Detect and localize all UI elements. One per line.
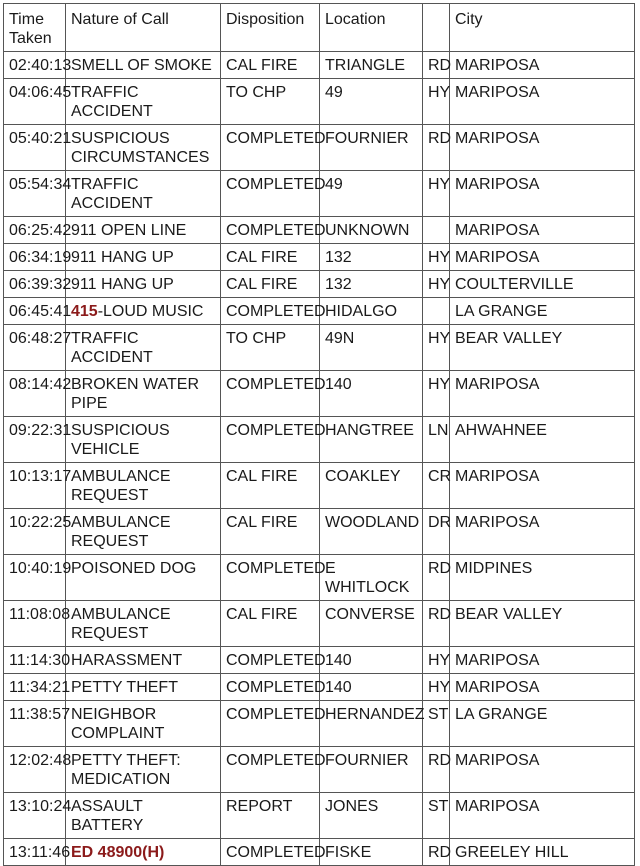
table-row (4, 417, 635, 463)
table-row (4, 701, 635, 747)
location-cell: COAKLEY (320, 463, 423, 509)
city-cell: MARIPOSA (450, 125, 635, 171)
nature-cell (66, 271, 221, 298)
time-cell: 06:25:42 (4, 217, 66, 244)
city-cell: AHWAHNEE (450, 417, 635, 463)
city-cell: MARIPOSA (450, 371, 635, 417)
city-cell: MARIPOSA (450, 244, 635, 271)
table-row (4, 217, 635, 244)
location-cell: HANGTREE (320, 417, 423, 463)
header-row (4, 4, 635, 52)
city-cell: MARIPOSA (450, 52, 635, 79)
suffix-cell: ST (423, 701, 450, 747)
table-row (4, 555, 635, 601)
city-cell: MIDPINES (450, 555, 635, 601)
table-row (4, 52, 635, 79)
suffix-cell: HY (423, 325, 450, 371)
time-cell: 11:34:21 (4, 674, 66, 701)
nature-text: AMBULANCE REQUEST (71, 468, 171, 504)
location-cell: 140 (320, 674, 423, 701)
nature-cell (66, 79, 221, 125)
table-row (4, 747, 635, 793)
time-cell: 04:06:45 (4, 79, 66, 125)
disposition-cell: TO CHP (221, 79, 320, 125)
time-cell: 10:22:25 (4, 509, 66, 555)
disposition-cell: COMPLETED (221, 125, 320, 171)
table-row (4, 125, 635, 171)
suffix-cell: HY (423, 647, 450, 674)
location-cell: WOODLAND (320, 509, 423, 555)
nature-cell (66, 298, 221, 325)
time-cell: 06:34:19 (4, 244, 66, 271)
table-row (4, 271, 635, 298)
suffix-cell: HY (423, 171, 450, 217)
location-cell: FISKE (320, 839, 423, 866)
suffix-cell: HY (423, 79, 450, 125)
disposition-cell: COMPLETED (221, 171, 320, 217)
location-cell: 132 (320, 244, 423, 271)
table-body (4, 52, 635, 866)
suffix-cell: HY (423, 244, 450, 271)
city-cell: MARIPOSA (450, 171, 635, 217)
city-cell: LA GRANGE (450, 701, 635, 747)
disposition-cell: CAL FIRE (221, 463, 320, 509)
table-row (4, 298, 635, 325)
nature-text: 911 OPEN LINE (71, 222, 187, 239)
time-cell: 13:11:46 (4, 839, 66, 866)
nature-text: ASSAULT BATTERY (71, 798, 144, 834)
time-cell: 10:40:19 (4, 555, 66, 601)
location-cell: 140 (320, 647, 423, 674)
nature-cell (66, 125, 221, 171)
time-cell: 06:39:32 (4, 271, 66, 298)
nature-cell (66, 217, 221, 244)
header-time-taken: Time Taken (4, 4, 66, 52)
time-cell: 02:40:13 (4, 52, 66, 79)
city-cell: LA GRANGE (450, 298, 635, 325)
table-row (4, 463, 635, 509)
disposition-cell: COMPLETED (221, 747, 320, 793)
nature-text: AMBULANCE REQUEST (71, 514, 171, 550)
time-cell: 06:45:41 (4, 298, 66, 325)
location-cell: JONES (320, 793, 423, 839)
nature-text: POISONED DOG (71, 560, 197, 577)
disposition-cell: TO CHP (221, 325, 320, 371)
disposition-cell: REPORT (221, 793, 320, 839)
suffix-cell: RD (423, 601, 450, 647)
nature-cell (66, 325, 221, 371)
nature-cell (66, 244, 221, 271)
suffix-cell: LN (423, 417, 450, 463)
time-cell: 06:48:27 (4, 325, 66, 371)
table-row (4, 674, 635, 701)
nature-text: 911 HANG UP (71, 276, 174, 293)
time-cell: 08:14:42 (4, 371, 66, 417)
table-row (4, 839, 635, 866)
city-cell: GREELEY HILL (450, 839, 635, 866)
nature-text: TRAFFIC ACCIDENT (71, 84, 153, 120)
disposition-cell: COMPLETED (221, 298, 320, 325)
nature-text: NEIGHBOR COMPLAINT (71, 706, 165, 742)
city-cell: BEAR VALLEY (450, 601, 635, 647)
nature-cell (66, 52, 221, 79)
location-cell: 49 (320, 171, 423, 217)
call-code: ED 48900(H) (71, 844, 165, 861)
disposition-cell: CAL FIRE (221, 271, 320, 298)
suffix-cell (423, 217, 450, 244)
location-cell: 49N (320, 325, 423, 371)
header-suffix (423, 4, 450, 52)
location-cell: TRIANGLE (320, 52, 423, 79)
nature-cell (66, 674, 221, 701)
header-city: City (450, 4, 635, 52)
nature-text: SUSPICIOUS VEHICLE (71, 422, 170, 458)
time-cell: 13:10:24 (4, 793, 66, 839)
header-location: Location (320, 4, 423, 52)
location-cell: UNKNOWN (320, 217, 423, 244)
disposition-cell: COMPLETED (221, 417, 320, 463)
suffix-cell: HY (423, 271, 450, 298)
table-row (4, 325, 635, 371)
city-cell: MARIPOSA (450, 463, 635, 509)
city-cell: MARIPOSA (450, 217, 635, 244)
nature-text: TRAFFIC ACCIDENT (71, 176, 153, 212)
city-cell: MARIPOSA (450, 747, 635, 793)
city-cell: MARIPOSA (450, 647, 635, 674)
city-cell: MARIPOSA (450, 793, 635, 839)
location-cell: HERNANDEZ (320, 701, 423, 747)
nature-cell (66, 701, 221, 747)
nature-cell (66, 747, 221, 793)
disposition-cell: COMPLETED (221, 555, 320, 601)
disposition-cell: COMPLETED (221, 647, 320, 674)
location-cell: FOURNIER (320, 747, 423, 793)
disposition-cell: COMPLETED (221, 701, 320, 747)
table-row (4, 244, 635, 271)
call-log-table (3, 3, 635, 866)
disposition-cell: COMPLETED (221, 371, 320, 417)
location-cell: HIDALGO (320, 298, 423, 325)
disposition-cell: COMPLETED (221, 839, 320, 866)
city-cell: MARIPOSA (450, 79, 635, 125)
nature-text: TRAFFIC ACCIDENT (71, 330, 153, 366)
nature-cell (66, 371, 221, 417)
nature-cell (66, 647, 221, 674)
table-row (4, 371, 635, 417)
header-nature-of-call: Nature of Call (66, 4, 221, 52)
location-cell: 140 (320, 371, 423, 417)
nature-text: BROKEN WATER PIPE (71, 376, 200, 412)
suffix-cell: DR (423, 509, 450, 555)
nature-cell (66, 793, 221, 839)
location-cell: 132 (320, 271, 423, 298)
time-cell: 05:54:34 (4, 171, 66, 217)
nature-cell (66, 509, 221, 555)
nature-text: PETTY THEFT: MEDICATION (71, 752, 181, 788)
time-cell: 11:14:30 (4, 647, 66, 674)
nature-cell (66, 417, 221, 463)
table-row (4, 793, 635, 839)
disposition-cell: CAL FIRE (221, 52, 320, 79)
disposition-cell: CAL FIRE (221, 601, 320, 647)
table-row (4, 171, 635, 217)
time-cell: 12:02:48 (4, 747, 66, 793)
nature-text: -LOUD MUSIC (97, 303, 204, 320)
time-cell: 11:08:08 (4, 601, 66, 647)
time-cell: 05:40:21 (4, 125, 66, 171)
nature-cell (66, 555, 221, 601)
suffix-cell: RD (423, 52, 450, 79)
nature-cell (66, 601, 221, 647)
nature-cell (66, 171, 221, 217)
location-cell: FOURNIER (320, 125, 423, 171)
time-cell: 10:13:17 (4, 463, 66, 509)
disposition-cell: CAL FIRE (221, 509, 320, 555)
nature-text: AMBULANCE REQUEST (71, 606, 171, 642)
suffix-cell: HY (423, 371, 450, 417)
nature-text: PETTY THEFT (71, 679, 178, 696)
nature-text: SUSPICIOUS CIRCUMSTANCES (71, 130, 210, 166)
suffix-cell: RD (423, 839, 450, 866)
header-disposition: Disposition (221, 4, 320, 52)
location-cell: 49 (320, 79, 423, 125)
suffix-cell: HY (423, 674, 450, 701)
location-cell: E WHITLOCK (320, 555, 423, 601)
table-row (4, 647, 635, 674)
disposition-cell: COMPLETED (221, 674, 320, 701)
suffix-cell: RD (423, 747, 450, 793)
nature-text: HARASSMENT (71, 652, 183, 669)
disposition-cell: COMPLETED (221, 217, 320, 244)
suffix-cell (423, 298, 450, 325)
city-cell: COULTERVILLE (450, 271, 635, 298)
city-cell: MARIPOSA (450, 674, 635, 701)
call-code: 415 (71, 303, 98, 320)
time-cell: 11:38:57 (4, 701, 66, 747)
time-cell: 09:22:31 (4, 417, 66, 463)
suffix-cell: ST (423, 793, 450, 839)
nature-text: SMELL OF SMOKE (71, 57, 212, 74)
city-cell: BEAR VALLEY (450, 325, 635, 371)
nature-cell (66, 463, 221, 509)
nature-cell (66, 839, 221, 866)
disposition-cell: CAL FIRE (221, 244, 320, 271)
suffix-cell: CR (423, 463, 450, 509)
suffix-cell: RD (423, 555, 450, 601)
suffix-cell: RD (423, 125, 450, 171)
table-row (4, 79, 635, 125)
nature-text: 911 HANG UP (71, 249, 174, 266)
city-cell: MARIPOSA (450, 509, 635, 555)
table-row (4, 509, 635, 555)
location-cell: CONVERSE (320, 601, 423, 647)
table-row (4, 601, 635, 647)
